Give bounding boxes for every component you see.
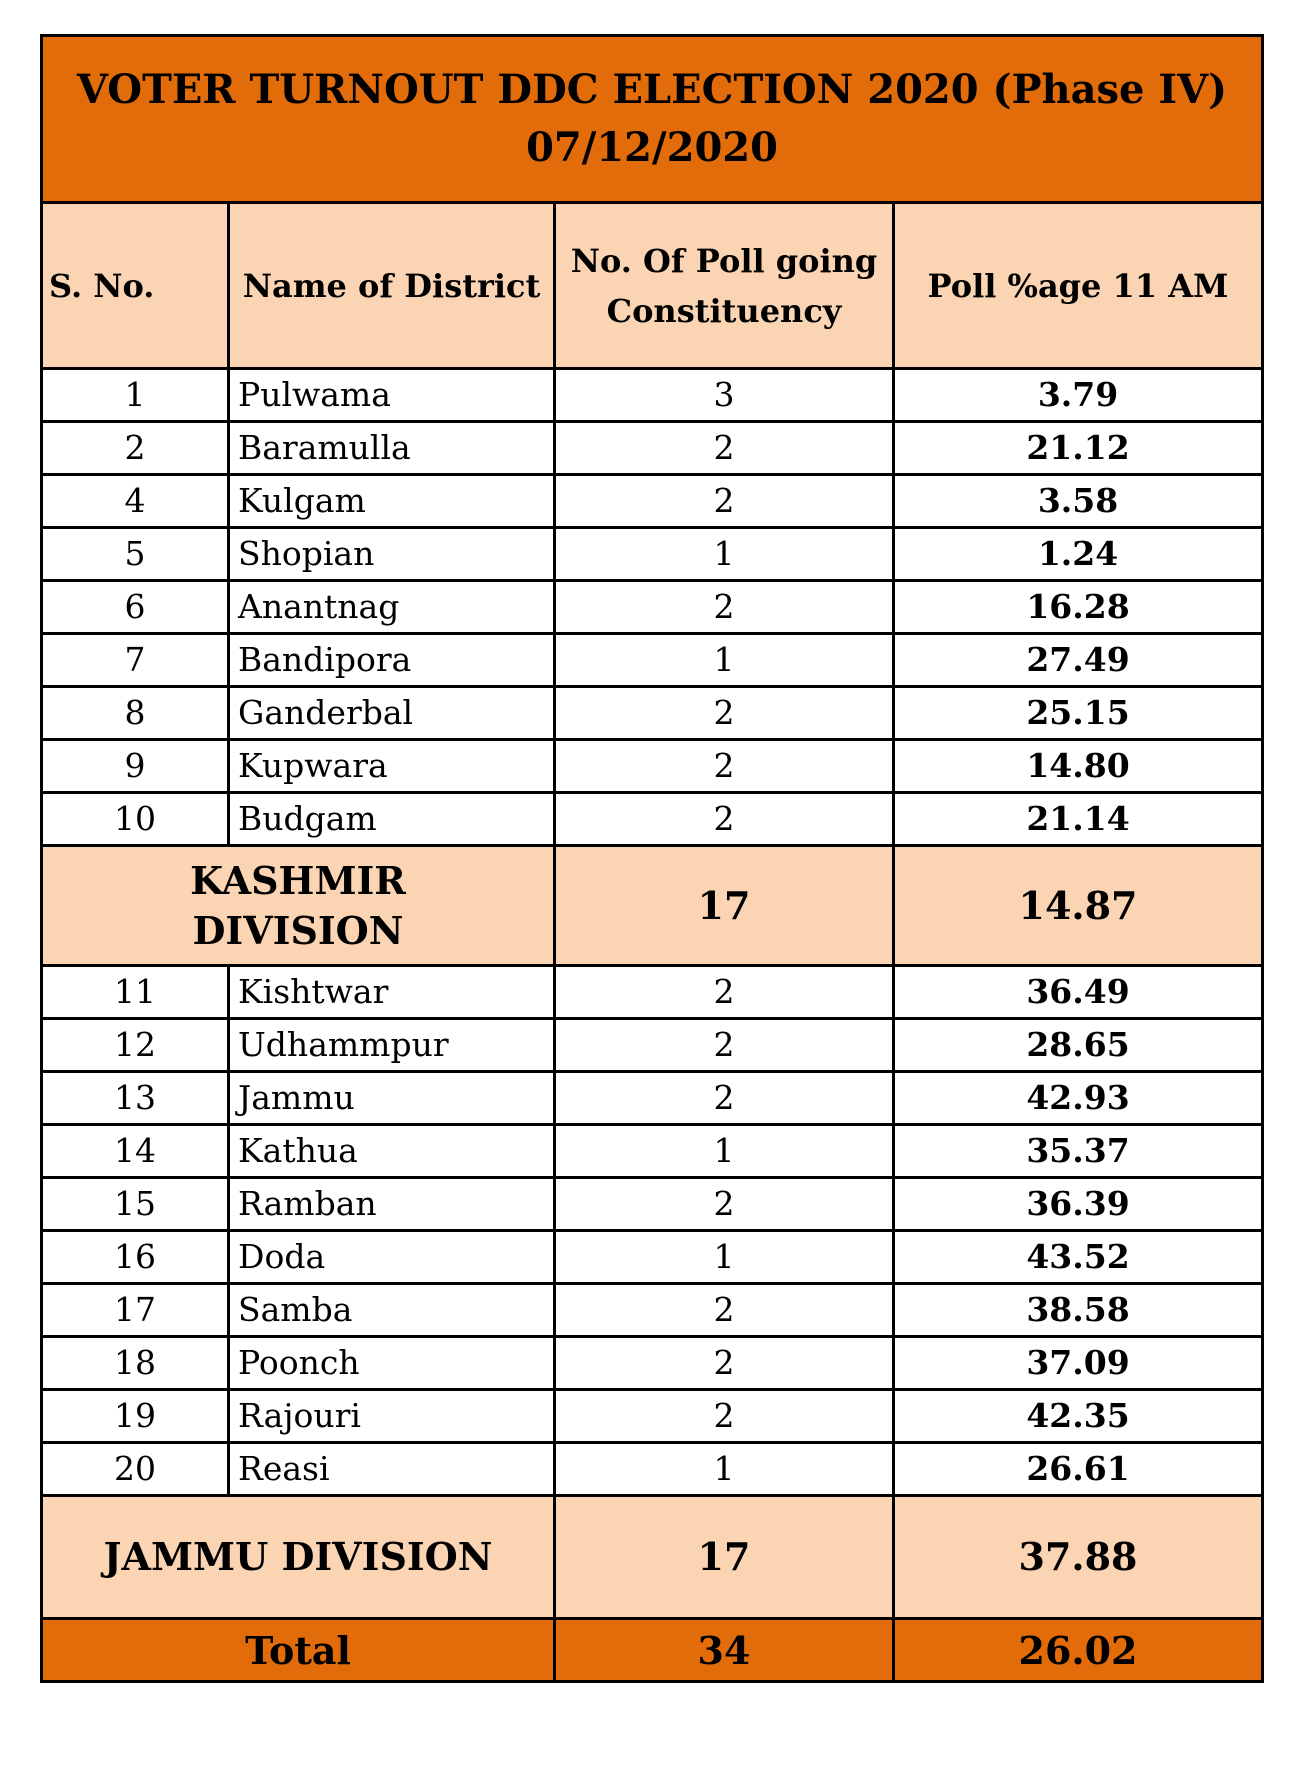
constituency-count: 2	[555, 793, 894, 846]
poll-percentage: 14.80	[894, 740, 1263, 793]
header-constituencies: No. Of Poll going Constituency	[555, 203, 894, 369]
poll-percentage: 1.24	[894, 528, 1263, 581]
poll-percentage: 27.49	[894, 634, 1263, 687]
table-row	[42, 966, 1263, 1019]
kashmir-division-total-poll: 14.87	[894, 846, 1263, 966]
constituency-count: 1	[555, 1443, 894, 1496]
constituency-count: 2	[555, 1178, 894, 1231]
table-row	[42, 1019, 1263, 1072]
table-row	[42, 369, 1263, 422]
grand-total	[42, 1619, 1263, 1682]
header-district: Name of District	[229, 203, 555, 369]
district-name: Poonch	[229, 1337, 555, 1390]
title-line-1: VOTER TURNOUT DDC ELECTION 2020 (Phase IV)	[76, 66, 1228, 113]
jammu-division-total-poll: 37.88	[894, 1496, 1263, 1619]
table-row	[42, 1125, 1263, 1178]
district-name: Doda	[229, 1231, 555, 1284]
district-name: Baramulla	[229, 422, 555, 475]
poll-percentage: 38.58	[894, 1284, 1263, 1337]
poll-percentage: 28.65	[894, 1019, 1263, 1072]
grand-total-label: Total	[42, 1619, 555, 1682]
serial-number: 14	[42, 1125, 229, 1178]
voter-turnout-table	[40, 34, 1264, 1683]
poll-percentage: 37.09	[894, 1337, 1263, 1390]
table-row	[42, 740, 1263, 793]
header-row	[42, 203, 1263, 369]
title-row	[42, 36, 1263, 203]
header-sno: S. No.	[42, 203, 229, 369]
district-name: Udhammpur	[229, 1019, 555, 1072]
constituency-count: 1	[555, 528, 894, 581]
table-row	[42, 634, 1263, 687]
serial-number: 20	[42, 1443, 229, 1496]
district-name: Rajouri	[229, 1390, 555, 1443]
poll-percentage: 36.49	[894, 966, 1263, 1019]
constituency-count: 2	[555, 1072, 894, 1125]
serial-number: 8	[42, 687, 229, 740]
grand-total-poll: 26.02	[894, 1619, 1263, 1682]
district-name: Shopian	[229, 528, 555, 581]
constituency-count: 2	[555, 687, 894, 740]
district-name: Jammu	[229, 1072, 555, 1125]
serial-number: 19	[42, 1390, 229, 1443]
serial-number: 17	[42, 1284, 229, 1337]
table-row	[42, 1178, 1263, 1231]
table-row	[42, 1337, 1263, 1390]
district-name: Samba	[229, 1284, 555, 1337]
district-name: Ganderbal	[229, 687, 555, 740]
poll-percentage: 42.35	[894, 1390, 1263, 1443]
district-name: Ramban	[229, 1178, 555, 1231]
district-name: Kulgam	[229, 475, 555, 528]
constituency-count: 2	[555, 740, 894, 793]
serial-number: 13	[42, 1072, 229, 1125]
constituency-count: 2	[555, 581, 894, 634]
constituency-count: 2	[555, 475, 894, 528]
poll-percentage: 3.79	[894, 369, 1263, 422]
serial-number: 5	[42, 528, 229, 581]
constituency-count: 1	[555, 1125, 894, 1178]
serial-number: 6	[42, 581, 229, 634]
serial-number: 7	[42, 634, 229, 687]
poll-percentage: 42.93	[894, 1072, 1263, 1125]
district-name: Anantnag	[229, 581, 555, 634]
table-row	[42, 687, 1263, 740]
table-row	[42, 1390, 1263, 1443]
constituency-count: 2	[555, 422, 894, 475]
district-name: Kathua	[229, 1125, 555, 1178]
serial-number: 4	[42, 475, 229, 528]
serial-number: 1	[42, 369, 229, 422]
poll-percentage: 26.61	[894, 1443, 1263, 1496]
table-row	[42, 1072, 1263, 1125]
jammu-division-total-label: JAMMU DIVISION	[42, 1496, 555, 1619]
district-name: Reasi	[229, 1443, 555, 1496]
constituency-count: 2	[555, 1284, 894, 1337]
table-row	[42, 475, 1263, 528]
poll-percentage: 21.14	[894, 793, 1263, 846]
constituency-count: 2	[555, 1390, 894, 1443]
title-date: 07/12/2020	[526, 124, 778, 171]
table-row	[42, 1284, 1263, 1337]
kashmir-division-total-label: KASHMIR DIVISION	[42, 846, 555, 966]
constituency-count: 2	[555, 1019, 894, 1072]
poll-percentage: 16.28	[894, 581, 1263, 634]
serial-number: 9	[42, 740, 229, 793]
poll-percentage: 25.15	[894, 687, 1263, 740]
constituency-count: 3	[555, 369, 894, 422]
serial-number: 12	[42, 1019, 229, 1072]
jammu-division-total-constituencies: 17	[555, 1496, 894, 1619]
constituency-count: 2	[555, 1337, 894, 1390]
kashmir-division-total-constituencies: 17	[555, 846, 894, 966]
table-row	[42, 1231, 1263, 1284]
serial-number: 10	[42, 793, 229, 846]
poll-percentage: 35.37	[894, 1125, 1263, 1178]
jammu-division-total	[42, 1496, 1263, 1619]
table-row	[42, 422, 1263, 475]
poll-percentage: 3.58	[894, 475, 1263, 528]
serial-number: 16	[42, 1231, 229, 1284]
district-name: Kishtwar	[229, 966, 555, 1019]
serial-number: 18	[42, 1337, 229, 1390]
district-name: Budgam	[229, 793, 555, 846]
poll-percentage: 21.12	[894, 422, 1263, 475]
table-row	[42, 1443, 1263, 1496]
poll-percentage: 43.52	[894, 1231, 1263, 1284]
header-poll: Poll %age 11 AM	[894, 203, 1263, 369]
constituency-count: 1	[555, 1231, 894, 1284]
poll-percentage: 36.39	[894, 1178, 1263, 1231]
kashmir-division-total	[42, 846, 1263, 966]
constituency-count: 2	[555, 966, 894, 1019]
constituency-count: 1	[555, 634, 894, 687]
district-name: Pulwama	[229, 369, 555, 422]
serial-number: 2	[42, 422, 229, 475]
serial-number: 11	[42, 966, 229, 1019]
table-title	[42, 36, 1263, 203]
table-row	[42, 793, 1263, 846]
district-name: Bandipora	[229, 634, 555, 687]
table-row	[42, 528, 1263, 581]
serial-number: 15	[42, 1178, 229, 1231]
grand-total-constituencies: 34	[555, 1619, 894, 1682]
district-name: Kupwara	[229, 740, 555, 793]
table-row	[42, 581, 1263, 634]
